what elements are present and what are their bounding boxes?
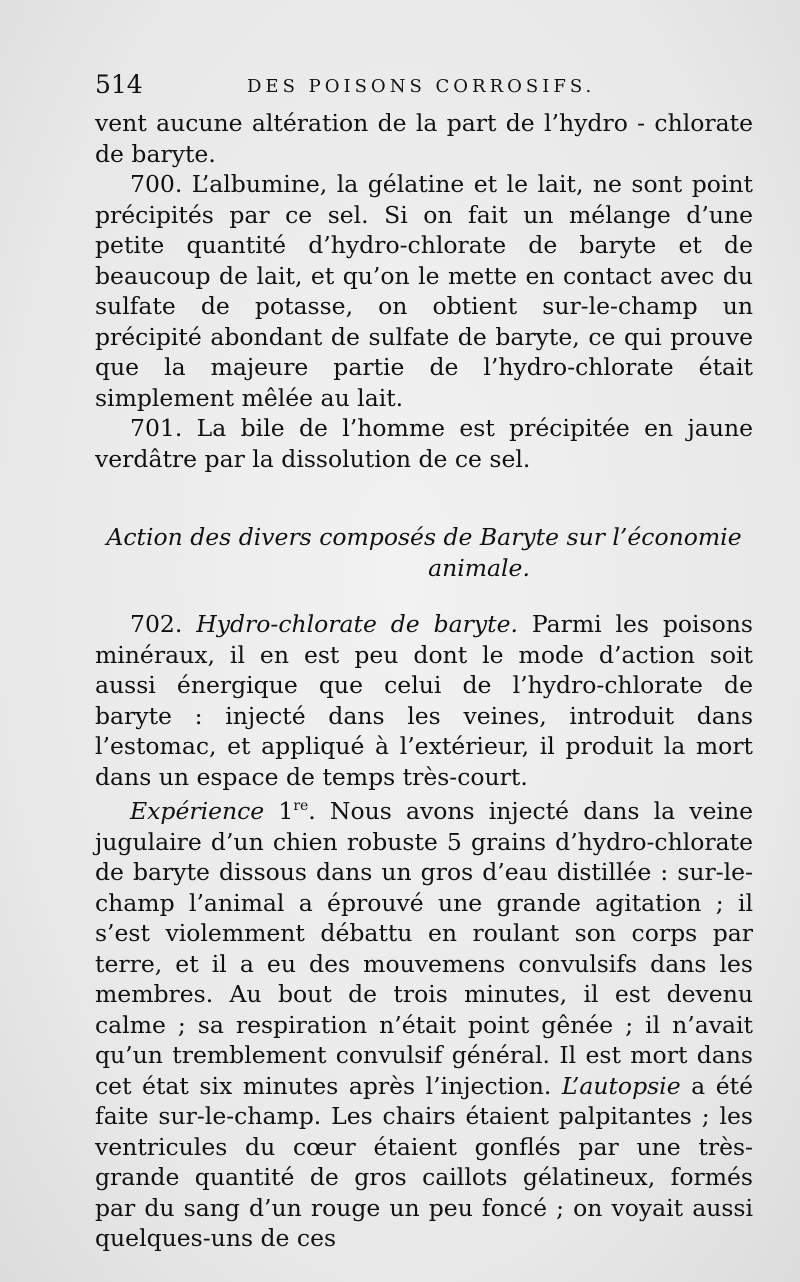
experience-text-continued: a été faite sur-le-champ. Les chairs étaient palpitantes ; les ventricules du cœur étaient gonflés par une très-grande quantité de gros caillots gélatineux, formés par du sang d’un rouge un peu foncé ; on voyait aussi quelques-uns de ces	[95, 1071, 753, 1252]
experience-label: Expérience	[130, 797, 265, 825]
experience-superscript: re	[293, 798, 309, 815]
experience-number: 1	[278, 797, 294, 825]
page-header	[95, 70, 755, 106]
page-number: 514	[95, 70, 143, 99]
running-title: DES POISONS CORROSIFS.	[247, 76, 596, 97]
paragraph-continuation: vent aucune altération de la part de l’hydro - chlorate de baryte.	[95, 109, 753, 168]
paragraph-702-number: 702.	[130, 610, 183, 638]
section-heading	[95, 522, 753, 583]
autopsie-label: L’autopsie	[561, 1071, 681, 1100]
paragraph-702	[95, 609, 753, 792]
section-heading-line-2: animale.	[428, 553, 530, 582]
section-heading-line-1: Action des divers composés de Baryte sur l’économie	[106, 523, 742, 551]
experience-text: . Nous avons injecté dans la veine jugulaire d’un chien robuste 5 grains d’hydro-chlorate de baryte dissous dans un gros d’eau distillée : sur-le-champ l’animal a éprouvé une grande agitation ; il s’est violemment débattu en roulant son corps par terre, et il a eu des mouvemens convulsifs dans les membres. Au bout de trois minutes, il est devenu calme ; sa respiration n’était point gênée ; il n’avait qu’un tremblement convulsif général. Il est mort dans cet état six minutes après l’injection.	[95, 797, 753, 1100]
paragraph-702-title: Hydro-chlorate de baryte.	[196, 610, 518, 638]
paragraph-experience-1	[95, 796, 753, 1254]
page-body	[95, 108, 753, 1254]
paragraph-702-text: Parmi les poisons minéraux, il en est peu dont le mode d’action soit aussi énergique que celui de l’hydro-chlorate de baryte : injecté dans les veines, introduit dans l’estomac, et appliqué à l’extérieur, il produit la mort dans un espace de temps très-court.	[95, 610, 753, 791]
paragraph-701: 701. La bile de l’homme est précipitée en jaune verdâtre par la dissolution de ce sel.	[95, 414, 753, 473]
paragraph-700: 700. L’albumine, la gélatine et le lait, ne sont point précipités par ce sel. Si on fait un mélange d’une petite quantité d’hydro-chlorate de baryte et de beaucoup de lait, et qu’on le mette en contact avec du sulfate de potasse, on obtient sur-le-champ un précipité abondant de sulfate de baryte, ce qui prouve que la majeure partie de l’hydro-chlorate était simplement mêlée au lait.	[95, 170, 753, 412]
